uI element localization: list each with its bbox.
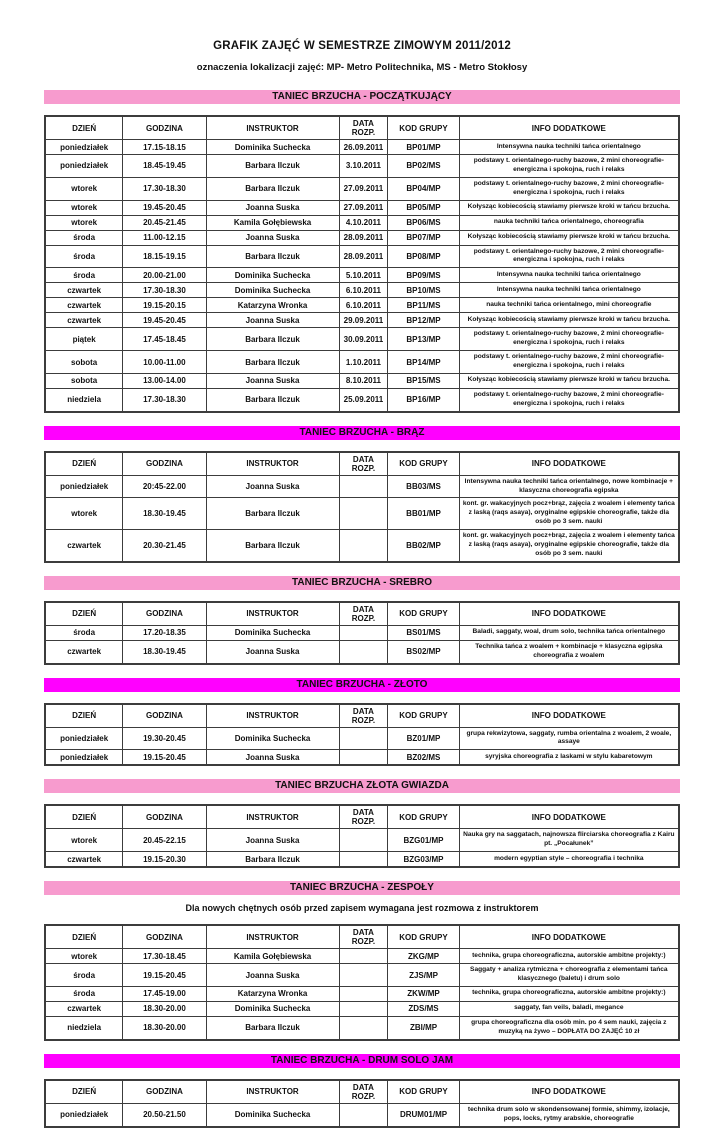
- cell-info: nauka techniki tańca orientalnego, choreografia: [459, 215, 679, 230]
- section-banner: TANIEC BRZUCHA ZŁOTA GWIAZDA: [44, 779, 680, 793]
- cell-dzien: środa: [45, 268, 123, 283]
- schedule-table: [44, 451, 680, 563]
- cell-kod-grupy: BP05/MP: [388, 200, 459, 215]
- cell-kod-grupy: BP08/MP: [388, 245, 459, 268]
- table-header-row: [45, 1080, 679, 1104]
- cell-instruktor: Katarzyna Wronka: [206, 298, 339, 313]
- table-row: [45, 852, 679, 868]
- table-header-row: [45, 925, 679, 949]
- cell-info: nauka techniki tańca orientalnego, mini choreografie: [459, 298, 679, 313]
- cell-data-rozp: [339, 829, 388, 852]
- header-dzien: DZIEŃ: [45, 805, 123, 829]
- table-row: [45, 475, 679, 498]
- header-data-rozp: DATA ROZP.: [339, 704, 388, 728]
- cell-info: Kołysząc kobiecością stawiamy pierwsze kroki w tańcu brzucha.: [459, 313, 679, 328]
- cell-data-rozp: 27.09.2011: [339, 177, 388, 200]
- section-banner: TANIEC BRZUCHA - BRĄZ: [44, 426, 680, 440]
- cell-info: grupa rekwizytowa, saggaty, rumba orientalna z woalem, 2 woale, assaye: [459, 727, 679, 750]
- schedule-table: [44, 601, 680, 665]
- schedule-table: [44, 1079, 680, 1128]
- header-godzina: GODZINA: [123, 602, 206, 626]
- table-row: [45, 230, 679, 245]
- cell-dzien: czwartek: [45, 1001, 123, 1016]
- table-header-row: [45, 805, 679, 829]
- header-godzina: GODZINA: [123, 1080, 206, 1104]
- cell-data-rozp: 6.10.2011: [339, 283, 388, 298]
- table-row: [45, 530, 679, 562]
- cell-dzien: czwartek: [45, 298, 123, 313]
- cell-kod-grupy: BP15/MS: [388, 373, 459, 388]
- cell-dzien: poniedziałek: [45, 140, 123, 155]
- table-row: [45, 829, 679, 852]
- header-instruktor: INSTRUKTOR: [206, 116, 339, 140]
- header-instruktor: INSTRUKTOR: [206, 805, 339, 829]
- cell-godzina: 18.30-19.45: [123, 640, 206, 663]
- cell-dzien: poniedziałek: [45, 1103, 123, 1126]
- cell-kod-grupy: BP06/MS: [388, 215, 459, 230]
- header-kod-grupy: KOD GRUPY: [388, 452, 459, 476]
- header-kod-grupy: KOD GRUPY: [388, 704, 459, 728]
- table-row: [45, 727, 679, 750]
- cell-dzien: wtorek: [45, 829, 123, 852]
- cell-data-rozp: [339, 964, 388, 987]
- table-row: [45, 640, 679, 663]
- cell-info: syryjska choreografia z laskami w stylu kabaretowym: [459, 750, 679, 766]
- table-row: [45, 986, 679, 1001]
- cell-kod-grupy: BP10/MS: [388, 283, 459, 298]
- cell-data-rozp: [339, 986, 388, 1001]
- cell-godzina: 18.30-20.00: [123, 1016, 206, 1039]
- cell-kod-grupy: BZG01/MP: [388, 829, 459, 852]
- cell-instruktor: Barbara Ilczuk: [206, 852, 339, 868]
- cell-dzien: czwartek: [45, 640, 123, 663]
- table-row: [45, 313, 679, 328]
- cell-dzien: sobota: [45, 351, 123, 374]
- header-dzien: DZIEŃ: [45, 925, 123, 949]
- header-data-rozp: DATA ROZP.: [339, 805, 388, 829]
- cell-godzina: 20.45-22.15: [123, 829, 206, 852]
- cell-data-rozp: 27.09.2011: [339, 200, 388, 215]
- cell-kod-grupy: BP12/MP: [388, 313, 459, 328]
- cell-data-rozp: 3.10.2011: [339, 155, 388, 178]
- cell-godzina: 17.45-18.45: [123, 328, 206, 351]
- location-legend: oznaczenia lokalizacji zajęć: MP- Metro Politechnika, MS - Metro Stokłosy: [196, 62, 528, 73]
- cell-dzien: środa: [45, 964, 123, 987]
- header-kod-grupy: KOD GRUPY: [388, 602, 459, 626]
- cell-dzien: niedziela: [45, 388, 123, 411]
- header-godzina: GODZINA: [123, 805, 206, 829]
- table-row: [45, 268, 679, 283]
- table-row: [45, 750, 679, 766]
- cell-data-rozp: 30.09.2011: [339, 328, 388, 351]
- cell-godzina: 18.45-19.45: [123, 155, 206, 178]
- header-dzien: DZIEŃ: [45, 452, 123, 476]
- table-row: [45, 200, 679, 215]
- cell-info: podstawy t. orientalnego-ruchy bazowe, 2 mini choreografie-energiczna i spokojna, ruch i relaks: [459, 245, 679, 268]
- header-data-rozp: DATA ROZP.: [339, 1080, 388, 1104]
- cell-godzina: 20.45-21.45: [123, 215, 206, 230]
- cell-godzina: 18.15-19.15: [123, 245, 206, 268]
- cell-dzien: poniedziałek: [45, 155, 123, 178]
- cell-kod-grupy: BP14/MP: [388, 351, 459, 374]
- cell-data-rozp: 29.09.2011: [339, 313, 388, 328]
- cell-data-rozp: [339, 498, 388, 530]
- cell-instruktor: Barbara Ilczuk: [206, 1016, 339, 1039]
- cell-dzien: poniedziałek: [45, 750, 123, 766]
- cell-godzina: 17.45-19.00: [123, 986, 206, 1001]
- cell-instruktor: Joanna Suska: [206, 750, 339, 766]
- cell-instruktor: Joanna Suska: [206, 475, 339, 498]
- cell-godzina: 20.50-21.50: [123, 1103, 206, 1126]
- cell-instruktor: Kamila Gołębiewska: [206, 949, 339, 964]
- cell-godzina: 20.00-21.00: [123, 268, 206, 283]
- cell-info: podstawy t. orientalnego-ruchy bazowe, 2 mini choreografie-energiczna i spokojna, ruch i relaks: [459, 328, 679, 351]
- cell-dzien: czwartek: [45, 283, 123, 298]
- cell-info: Baladi, saggaty, woal, drum solo, technika tańca orientalnego: [459, 625, 679, 640]
- cell-info: Technika tańca z woalem + kombinacje + klasyczna egipska choreografia z woalem: [459, 640, 679, 663]
- cell-kod-grupy: BP01/MP: [388, 140, 459, 155]
- cell-data-rozp: [339, 1016, 388, 1039]
- cell-info: podstawy t. orientalnego-ruchy bazowe, 2 mini choreografie-energiczna i spokojna, ruch i relaks: [459, 177, 679, 200]
- cell-instruktor: Barbara Ilczuk: [206, 155, 339, 178]
- cell-dzien: sobota: [45, 373, 123, 388]
- cell-instruktor: Kamila Gołębiewska: [206, 215, 339, 230]
- cell-dzien: wtorek: [45, 200, 123, 215]
- cell-godzina: 18.30-19.45: [123, 498, 206, 530]
- cell-data-rozp: 6.10.2011: [339, 298, 388, 313]
- cell-data-rozp: 8.10.2011: [339, 373, 388, 388]
- cell-info: modern egyptian style – choreografia i technika: [459, 852, 679, 868]
- header-data-rozp: DATA ROZP.: [339, 602, 388, 626]
- cell-godzina: 20.30-21.45: [123, 530, 206, 562]
- table-row: [45, 498, 679, 530]
- cell-info: kont. gr. wakacyjnych pocz+brąz, zajęcia z woalem i elementy tańca z laską (raqs asaya), oryginalne egipskie choreografie, także dla osób po 3 sem. nauki: [459, 498, 679, 530]
- cell-dzien: poniedziałek: [45, 727, 123, 750]
- cell-kod-grupy: DRUM01/MP: [388, 1103, 459, 1126]
- header-godzina: GODZINA: [123, 452, 206, 476]
- section-banner: TANIEC BRZUCHA - POCZĄTKUJĄCY: [44, 90, 680, 104]
- cell-dzien: poniedziałek: [45, 475, 123, 498]
- cell-instruktor: Joanna Suska: [206, 200, 339, 215]
- header-kod-grupy: KOD GRUPY: [388, 116, 459, 140]
- table-row: [45, 328, 679, 351]
- header-data-rozp: DATA ROZP.: [339, 452, 388, 476]
- cell-godzina: 17.30-18.30: [123, 388, 206, 411]
- cell-data-rozp: 4.10.2011: [339, 215, 388, 230]
- cell-data-rozp: 25.09.2011: [339, 388, 388, 411]
- cell-instruktor: Joanna Suska: [206, 230, 339, 245]
- header-kod-grupy: KOD GRUPY: [388, 805, 459, 829]
- header-kod-grupy: KOD GRUPY: [388, 925, 459, 949]
- header-info: INFO DODATKOWE: [459, 116, 679, 140]
- table-row: [45, 215, 679, 230]
- table-row: [45, 1103, 679, 1126]
- table-row: [45, 1016, 679, 1039]
- schedule-table: [44, 804, 680, 868]
- header-instruktor: INSTRUKTOR: [206, 925, 339, 949]
- cell-info: Nauka gry na saggatach, najnowsza flirciarska choreografia z Kairu pt. „Pocałunek”: [459, 829, 679, 852]
- cell-kod-grupy: BB02/MP: [388, 530, 459, 562]
- section-banner: TANIEC BRZUCHA - ZESPOŁY: [44, 881, 680, 895]
- cell-godzina: 19.30-20.45: [123, 727, 206, 750]
- table-header-row: [45, 704, 679, 728]
- cell-kod-grupy: BS01/MS: [388, 625, 459, 640]
- cell-data-rozp: [339, 530, 388, 562]
- cell-instruktor: Barbara Ilczuk: [206, 177, 339, 200]
- cell-info: Intensywna nauka techniki tańca orientalnego, nowe kombinacje + klasyczna choreografia egipska: [459, 475, 679, 498]
- table-row: [45, 245, 679, 268]
- cell-info: kont. gr. wakacyjnych pocz+brąz, zajęcia z woalem i elementy tańca z laską (raqs asaya), oryginalne egipskie choreografie, także dla osób po 3 sem. nauki: [459, 530, 679, 562]
- table-header-row: [45, 452, 679, 476]
- cell-instruktor: Joanna Suska: [206, 964, 339, 987]
- cell-data-rozp: 26.09.2011: [339, 140, 388, 155]
- cell-kod-grupy: ZJS/MP: [388, 964, 459, 987]
- cell-info: technika, grupa choreograficzna, autorskie ambitne projekty:): [459, 949, 679, 964]
- cell-data-rozp: [339, 949, 388, 964]
- cell-data-rozp: [339, 475, 388, 498]
- table-header-row: [45, 602, 679, 626]
- cell-data-rozp: [339, 1103, 388, 1126]
- cell-instruktor: Barbara Ilczuk: [206, 245, 339, 268]
- header-data-rozp: DATA ROZP.: [339, 925, 388, 949]
- cell-instruktor: Barbara Ilczuk: [206, 351, 339, 374]
- cell-info: technika, grupa choreograficzna, autorskie ambitne projekty:): [459, 986, 679, 1001]
- cell-info: Kołysząc kobiecością stawiamy pierwsze kroki w tańcu brzucha.: [459, 373, 679, 388]
- cell-dzien: wtorek: [45, 215, 123, 230]
- schedule-table: [44, 115, 680, 413]
- table-row: [45, 373, 679, 388]
- cell-godzina: 18.30-20.00: [123, 1001, 206, 1016]
- cell-godzina: 20:45-22.00: [123, 475, 206, 498]
- cell-instruktor: Dominika Suchecka: [206, 1103, 339, 1126]
- cell-info: Intensywna nauka techniki tańca orientalnego: [459, 140, 679, 155]
- cell-dzien: czwartek: [45, 852, 123, 868]
- cell-godzina: 19.15-20.45: [123, 964, 206, 987]
- cell-kod-grupy: BZ01/MP: [388, 727, 459, 750]
- header-kod-grupy: KOD GRUPY: [388, 1080, 459, 1104]
- header-dzien: DZIEŃ: [45, 602, 123, 626]
- table-row: [45, 388, 679, 411]
- sections-container: [44, 90, 680, 1128]
- cell-godzina: 19.45-20.45: [123, 313, 206, 328]
- cell-data-rozp: [339, 625, 388, 640]
- table-row: [45, 625, 679, 640]
- table-header-row: [45, 116, 679, 140]
- cell-godzina: 17.20-18.35: [123, 625, 206, 640]
- cell-godzina: 11.00-12.15: [123, 230, 206, 245]
- cell-godzina: 13.00-14.00: [123, 373, 206, 388]
- table-row: [45, 298, 679, 313]
- cell-instruktor: Barbara Ilczuk: [206, 328, 339, 351]
- cell-info: technika drum solo w skondensowanej formie, shimmy, izolacje, pops, locks, rytmy arabskie, choreografie: [459, 1103, 679, 1126]
- cell-kod-grupy: BB01/MP: [388, 498, 459, 530]
- header-dzien: DZIEŃ: [45, 116, 123, 140]
- cell-kod-grupy: BS02/MP: [388, 640, 459, 663]
- section-banner: TANIEC BRZUCHA - DRUM SOLO JAM: [44, 1054, 680, 1068]
- page-title: GRAFIK ZAJĘĆ W SEMESTRZE ZIMOWYM 2011/2012: [213, 40, 511, 52]
- cell-dzien: wtorek: [45, 177, 123, 200]
- cell-dzien: czwartek: [45, 313, 123, 328]
- cell-data-rozp: [339, 640, 388, 663]
- cell-instruktor: Dominika Suchecka: [206, 727, 339, 750]
- cell-dzien: czwartek: [45, 530, 123, 562]
- cell-instruktor: Joanna Suska: [206, 313, 339, 328]
- cell-info: grupa choreograficzna dla osób min. po 4 sem nauki, zajęcia z muzyką na żywo – DOPŁATA DO ZAJĘĆ 10 zł: [459, 1016, 679, 1039]
- cell-dzien: środa: [45, 245, 123, 268]
- cell-kod-grupy: BP16/MP: [388, 388, 459, 411]
- section-note: Dla nowych chętnych osób przed zapisem wymagana jest rozmowa z instruktorem: [185, 903, 539, 914]
- table-row: [45, 964, 679, 987]
- header-info: INFO DODATKOWE: [459, 1080, 679, 1104]
- header-instruktor: INSTRUKTOR: [206, 602, 339, 626]
- header-dzien: DZIEŃ: [45, 704, 123, 728]
- cell-dzien: środa: [45, 625, 123, 640]
- cell-instruktor: Dominika Suchecka: [206, 140, 339, 155]
- cell-kod-grupy: BP04/MP: [388, 177, 459, 200]
- cell-dzien: wtorek: [45, 498, 123, 530]
- cell-info: podstawy t. orientalnego-ruchy bazowe, 2 mini choreografie-energiczna i spokojna, ruch i relaks: [459, 155, 679, 178]
- cell-godzina: 19.15-20.30: [123, 852, 206, 868]
- cell-data-rozp: [339, 727, 388, 750]
- cell-kod-grupy: BP09/MS: [388, 268, 459, 283]
- table-row: [45, 283, 679, 298]
- cell-kod-grupy: BP02/MS: [388, 155, 459, 178]
- cell-godzina: 17.30-18.45: [123, 949, 206, 964]
- cell-kod-grupy: BZG03/MP: [388, 852, 459, 868]
- cell-info: Kołysząc kobiecością stawiamy pierwsze kroki w tańcu brzucha.: [459, 200, 679, 215]
- cell-kod-grupy: BZ02/MS: [388, 750, 459, 766]
- table-row: [45, 140, 679, 155]
- cell-dzien: środa: [45, 986, 123, 1001]
- schedule-table: [44, 924, 680, 1041]
- section-banner: TANIEC BRZUCHA - SREBRO: [44, 576, 680, 590]
- cell-instruktor: Dominika Suchecka: [206, 1001, 339, 1016]
- cell-kod-grupy: ZKW/MP: [388, 986, 459, 1001]
- cell-info: podstawy t. orientalnego-ruchy bazowe, 2 mini choreografie-energiczna i spokojna, ruch i relaks: [459, 388, 679, 411]
- header-data-rozp: DATA ROZP.: [339, 116, 388, 140]
- cell-kod-grupy: ZKG/MP: [388, 949, 459, 964]
- cell-instruktor: Barbara Ilczuk: [206, 498, 339, 530]
- table-row: [45, 351, 679, 374]
- header-info: INFO DODATKOWE: [459, 925, 679, 949]
- cell-data-rozp: [339, 750, 388, 766]
- cell-kod-grupy: ZDS/MS: [388, 1001, 459, 1016]
- cell-instruktor: Joanna Suska: [206, 829, 339, 852]
- schedule-table: [44, 703, 680, 767]
- cell-dzien: piątek: [45, 328, 123, 351]
- header-info: INFO DODATKOWE: [459, 602, 679, 626]
- cell-instruktor: Barbara Ilczuk: [206, 530, 339, 562]
- table-row: [45, 1001, 679, 1016]
- cell-godzina: 19.15-20.45: [123, 750, 206, 766]
- table-row: [45, 949, 679, 964]
- cell-kod-grupy: BP07/MP: [388, 230, 459, 245]
- cell-info: Saggaty + analiza rytmiczna + choreografia z elementami tańca klasycznego (baletu) i drum solo: [459, 964, 679, 987]
- cell-info: Intensywna nauka techniki tańca orientalnego: [459, 283, 679, 298]
- header-info: INFO DODATKOWE: [459, 805, 679, 829]
- header-instruktor: INSTRUKTOR: [206, 704, 339, 728]
- cell-dzien: wtorek: [45, 949, 123, 964]
- cell-instruktor: Barbara Ilczuk: [206, 388, 339, 411]
- cell-info: saggaty, fan veils, baladi, megance: [459, 1001, 679, 1016]
- section-banner: TANIEC BRZUCHA - ZŁOTO: [44, 678, 680, 692]
- cell-kod-grupy: BB03/MS: [388, 475, 459, 498]
- cell-data-rozp: 1.10.2011: [339, 351, 388, 374]
- cell-instruktor: Joanna Suska: [206, 640, 339, 663]
- header-dzien: DZIEŃ: [45, 1080, 123, 1104]
- cell-info: Intensywna nauka techniki tańca orientalnego: [459, 268, 679, 283]
- cell-data-rozp: 28.09.2011: [339, 245, 388, 268]
- cell-instruktor: Dominika Suchecka: [206, 283, 339, 298]
- cell-dzien: niedziela: [45, 1016, 123, 1039]
- cell-godzina: 19.45-20.45: [123, 200, 206, 215]
- header-instruktor: INSTRUKTOR: [206, 1080, 339, 1104]
- header-godzina: GODZINA: [123, 925, 206, 949]
- cell-godzina: 17.30-18.30: [123, 283, 206, 298]
- header-godzina: GODZINA: [123, 704, 206, 728]
- cell-instruktor: Joanna Suska: [206, 373, 339, 388]
- cell-data-rozp: 28.09.2011: [339, 230, 388, 245]
- cell-instruktor: Dominika Suchecka: [206, 268, 339, 283]
- table-row: [45, 155, 679, 178]
- cell-instruktor: Katarzyna Wronka: [206, 986, 339, 1001]
- cell-info: Kołysząc kobiecością stawiamy pierwsze kroki w tańcu brzucha.: [459, 230, 679, 245]
- cell-kod-grupy: ZBI/MP: [388, 1016, 459, 1039]
- cell-godzina: 10.00-11.00: [123, 351, 206, 374]
- header-godzina: GODZINA: [123, 116, 206, 140]
- cell-data-rozp: [339, 1001, 388, 1016]
- cell-instruktor: Dominika Suchecka: [206, 625, 339, 640]
- cell-kod-grupy: BP11/MS: [388, 298, 459, 313]
- cell-dzien: środa: [45, 230, 123, 245]
- cell-info: podstawy t. orientalnego-ruchy bazowe, 2 mini choreografie-energiczna i spokojna, ruch i relaks: [459, 351, 679, 374]
- cell-data-rozp: [339, 852, 388, 868]
- cell-data-rozp: 5.10.2011: [339, 268, 388, 283]
- cell-kod-grupy: BP13/MP: [388, 328, 459, 351]
- cell-godzina: 17.15-18.15: [123, 140, 206, 155]
- table-row: [45, 177, 679, 200]
- header-instruktor: INSTRUKTOR: [206, 452, 339, 476]
- cell-godzina: 19.15-20.15: [123, 298, 206, 313]
- cell-godzina: 17.30-18.30: [123, 177, 206, 200]
- header-info: INFO DODATKOWE: [459, 704, 679, 728]
- header-info: INFO DODATKOWE: [459, 452, 679, 476]
